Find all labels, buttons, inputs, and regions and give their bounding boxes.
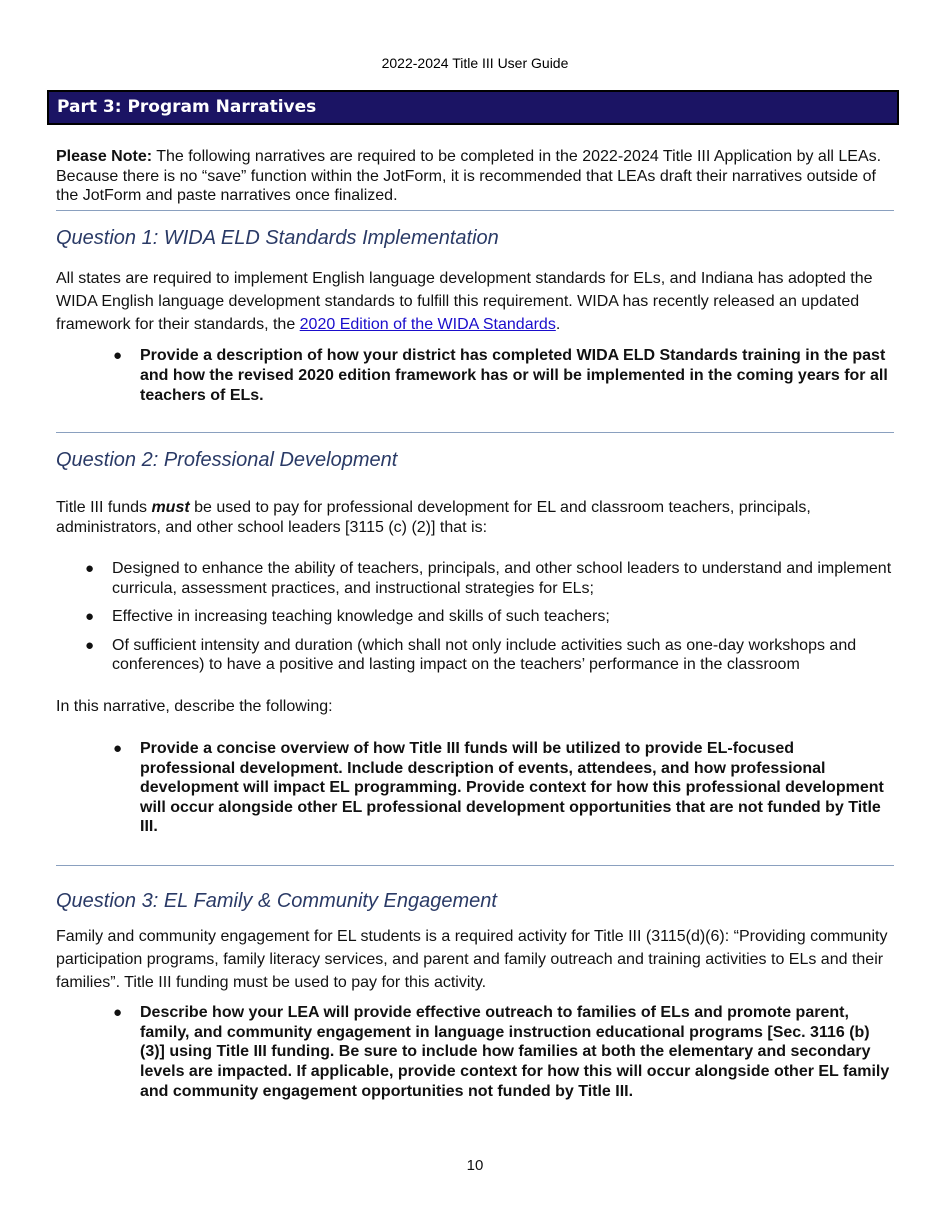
- question-1-prompt-list: [113, 346, 890, 406]
- list-item: [85, 636, 892, 675]
- question-2-intro-start: Title III funds: [56, 499, 152, 516]
- please-note-text: The following narratives are required to be completed in the 2022-2024 Title III Application by all LEAs. Because there is no “save” function within the JotForm, it is recommended that LEAs draft their narratives outside of the JotForm and paste narratives once finalized.: [56, 148, 882, 204]
- section-divider: [56, 865, 894, 866]
- question-3-prompt-text: Describe how your LEA will provide effective outreach to families of ELs and promote parent, family, and community engagement in language instruction educational programs [Sec. 3116 (b) (3)] using Title III funding. Be sure to include how families at both the elementary and secondary levels are impacted. If applicable, provide context for how this will occur alongside other EL family and community engagement opportunities not funded by Title III.: [140, 1004, 890, 1100]
- question-2-intro: [56, 498, 896, 537]
- list-item: [85, 607, 892, 627]
- list-item: [85, 559, 892, 598]
- bullet-icon: ●: [113, 347, 123, 364]
- question-1-prompt: [113, 346, 890, 406]
- bullet-icon: ●: [85, 636, 95, 654]
- wida-standards-link[interactable]: 2020 Edition of the WIDA Standards: [299, 316, 556, 333]
- question-3-heading: Question 3: EL Family & Community Engagement: [56, 890, 497, 912]
- bullet-icon: ●: [85, 560, 95, 577]
- question-1-heading: Question 1: WIDA ELD Standards Implementation: [56, 227, 499, 249]
- question-2-intro-end: be used to pay for professional development for EL and classroom teachers, principals, administrators, and other school leaders [3115 (c) (2)] that is:: [56, 499, 811, 536]
- list-item-text: Of sufficient intensity and duration (which shall not only include activities such as one-day workshops and conferences) to have a positive and lasting impact on the teachers’ performance in the classroom: [112, 636, 857, 673]
- question-1-intro-text: All states are required to implement English language development standards for ELs, and Indiana has adopted the WIDA English language development standards to fulfill this requirement. WIDA has recently released an updated framework for their standards, the: [56, 270, 873, 333]
- question-1-intro: [56, 267, 896, 336]
- part-title-banner: Part 3: Program Narratives: [47, 90, 899, 125]
- question-2-describe: In this narrative, describe the following:: [56, 698, 333, 715]
- bullet-icon: ●: [113, 1004, 123, 1021]
- question-1-intro-end: .: [555, 316, 561, 333]
- question-2-prompt-text: Provide a concise overview of how Title III funds will be utilized to provide EL-focused professional development. Include description of events, attendees, and how professional development will impact EL programming. Provide context for how this professional development will occur alongside other EL professional development opportunities that are not funded by Title III.: [140, 740, 884, 836]
- question-3-prompt-list: [113, 1003, 892, 1102]
- page-number: 10: [466, 1157, 484, 1174]
- section-divider: [56, 432, 894, 433]
- section-divider: [56, 210, 894, 211]
- question-1-prompt-text: Provide a description of how your district has completed WIDA ELD Standards training in the past and how the revised 2020 edition framework has or will be implemented in the coming years for all teachers of ELs.: [140, 347, 888, 404]
- question-3-prompt: [113, 1003, 892, 1102]
- question-2-criteria-list: [85, 559, 892, 675]
- question-2-prompt: [113, 739, 892, 837]
- please-note-label: Please Note:: [56, 148, 153, 165]
- bullet-icon: ●: [85, 608, 95, 625]
- question-2-intro-must: must: [151, 499, 190, 516]
- question-3-intro: Family and community engagement for EL students is a required activity for Title III (3115(d)(6): “Providing community participation programs, family literacy services, and parent and family outreach and training activities to ELs and their families”. Title III funding must be used to pay for this activity.: [56, 928, 888, 991]
- bullet-icon: ●: [113, 740, 123, 757]
- list-item-text: Designed to enhance the ability of teachers, principals, and other school leaders to understand and implement curricula, assessment practices, and instructional strategies for ELs;: [112, 560, 892, 597]
- question-2-heading: Question 2: Professional Development: [56, 449, 398, 471]
- question-2-prompt-list: [113, 739, 892, 837]
- please-note-paragraph: [56, 147, 896, 206]
- list-item-text: Effective in increasing teaching knowledge and skills of such teachers;: [112, 608, 610, 625]
- document-header-title: 2022-2024 Title III User Guide: [381, 55, 569, 71]
